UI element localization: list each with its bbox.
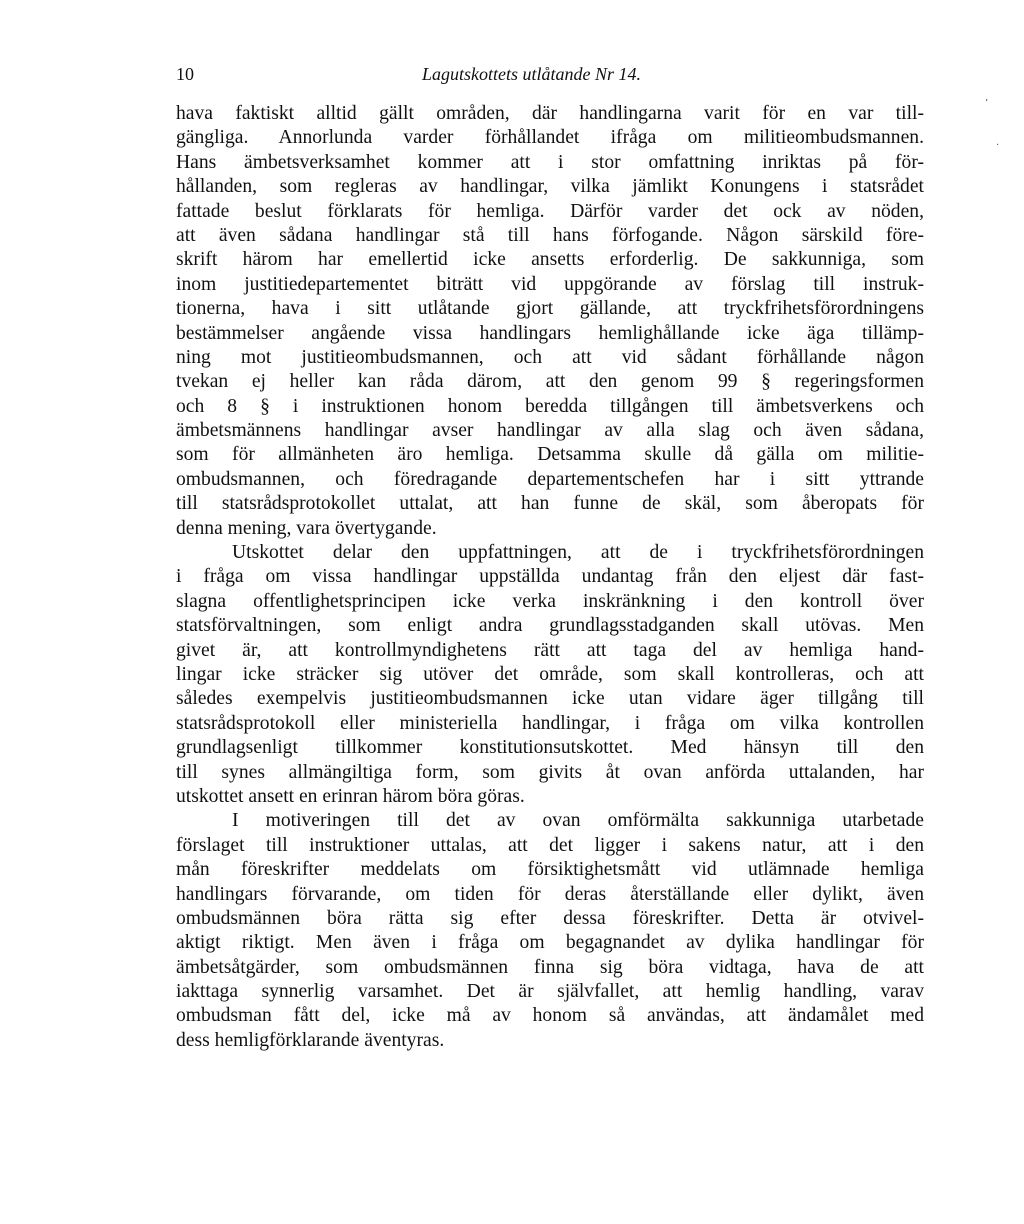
- text-line: denna mening, vara övertygande.: [176, 517, 437, 539]
- text-line: ämbetsmännens handlingar avser handlingar av alla slag och även sådana,: [176, 420, 924, 442]
- text-line: gängliga. Annorlunda varder förhållandet ifråga om militieombudsmannen.: [176, 127, 924, 149]
- text-line: handlingars förvarande, om tiden för deras återställande eller dylikt, även: [176, 883, 924, 905]
- text-line: ämbetsåtgärder, som ombudsmännen finna sig böra vidtaga, hava de att: [176, 956, 924, 978]
- text-line: slagna offentlighetsprincipen icke verka inskränkning i den kontroll över: [176, 590, 924, 612]
- text-line: skrift härom har emellertid icke ansetts erforderlig. De sakkunniga, som: [176, 249, 924, 271]
- text-line: hava faktiskt alltid gällt områden, där handlingarna varit för en var till-: [176, 103, 924, 124]
- text-line: ombudsman fått del, icke må av honom så användas, att ändamålet med: [176, 1005, 924, 1027]
- text-line: Hans ämbetsverksamhet kommer att i stor omfattning inriktas på för-: [176, 151, 924, 173]
- text-line: statsrådsprotokoll eller ministeriella handlingar, i fråga om vilka kontrollen: [176, 712, 924, 734]
- text-line: dess hemligförklarande äventyras.: [176, 1029, 445, 1051]
- text-line: ombudsmännen böra rätta sig efter dessa föreskrifter. Detta är otvivel-: [176, 907, 924, 929]
- text-line: statsförvaltningen, som enligt andra grundlagsstadganden skall utövas. Men: [176, 615, 924, 637]
- text-line: att även sådana handlingar stå till hans förfogande. Någon särskild före-: [176, 224, 924, 246]
- text-line: ning mot justitieombudsmannen, och att vid sådant förhållande någon: [176, 346, 924, 368]
- text-line: I motiveringen till det av ovan omförmälta sakkunniga utarbetade: [232, 810, 924, 832]
- text-line: iakttaga synnerlig varsamhet. Det är självfallet, att hemlig handling, varav: [176, 981, 924, 1003]
- scan-speck: ’: [985, 98, 989, 109]
- text-line: bestämmelser angående vissa handlingars hemlighållande icke äga tillämp-: [176, 322, 924, 344]
- text-line: mån föreskrifter meddelats om försiktighetsmått vid utlämnade hemliga: [176, 859, 924, 881]
- text-line: aktigt riktigt. Men även i fråga om begagnandet av dylika handlingar för: [176, 932, 924, 954]
- text-line: ombudsmannen, och föredragande departementschefen har i sitt yttrande: [176, 468, 924, 490]
- scan-speck: ·: [996, 140, 1000, 151]
- text-line: fattade beslut förklarats för hemliga. Därför varder det ock av nöden,: [176, 200, 924, 222]
- text-line: lingar icke sträcker sig utöver det område, som skall kontrolleras, och att: [176, 663, 924, 685]
- page-number: 10: [176, 64, 194, 84]
- text-line: till synes allmängiltiga form, som givits åt ovan anförda uttalanden, har: [176, 761, 924, 783]
- text-line: hållanden, som regleras av handlingar, vilka jämlikt Konungens i statsrådet: [176, 176, 924, 198]
- text-line: som för allmänheten äro hemliga. Detsamma skulle då gälla om militie-: [176, 444, 924, 466]
- text-line: tionerna, hava i sitt utlåtande gjort gällande, att tryckfrihetsförordningens: [176, 298, 924, 320]
- text-line: givet är, att kontrollmyndighetens rätt att taga del av hemliga hand-: [176, 639, 924, 661]
- body-text: [176, 102, 924, 1053]
- text-line: förslaget till instruktioner uttalas, att det ligger i sakens natur, att i den: [176, 834, 924, 856]
- text-line: Utskottet delar den uppfattningen, att de i tryckfrihetsförordningen: [232, 542, 924, 564]
- text-line: inom justitiedepartementet biträtt vid uppgörande av förslag till instruk-: [176, 273, 924, 295]
- text-line: utskottet ansett en erinran härom böra göras.: [176, 785, 525, 807]
- text-line: tvekan ej heller kan råda därom, att den genom 99 § regeringsformen: [176, 371, 924, 393]
- page-header: [176, 64, 924, 90]
- text-line: och 8 § i instruktionen honom beredda tillgången till ämbetsverkens och: [176, 395, 924, 417]
- running-title: Lagutskottets utlåtande Nr 14.: [422, 64, 642, 84]
- text-line: i fråga om vissa handlingar uppställda undantag från den eljest där fast-: [176, 566, 924, 588]
- text-line: grundlagsenligt tillkommer konstitutionsutskottet. Med hänsyn till den: [176, 737, 924, 759]
- text-line: således exempelvis justitieombudsmannen icke utan vidare äger tillgång till: [176, 688, 924, 710]
- text-line: till statsrådsprotokollet uttalat, att han funne de skäl, som åberopats för: [176, 493, 924, 515]
